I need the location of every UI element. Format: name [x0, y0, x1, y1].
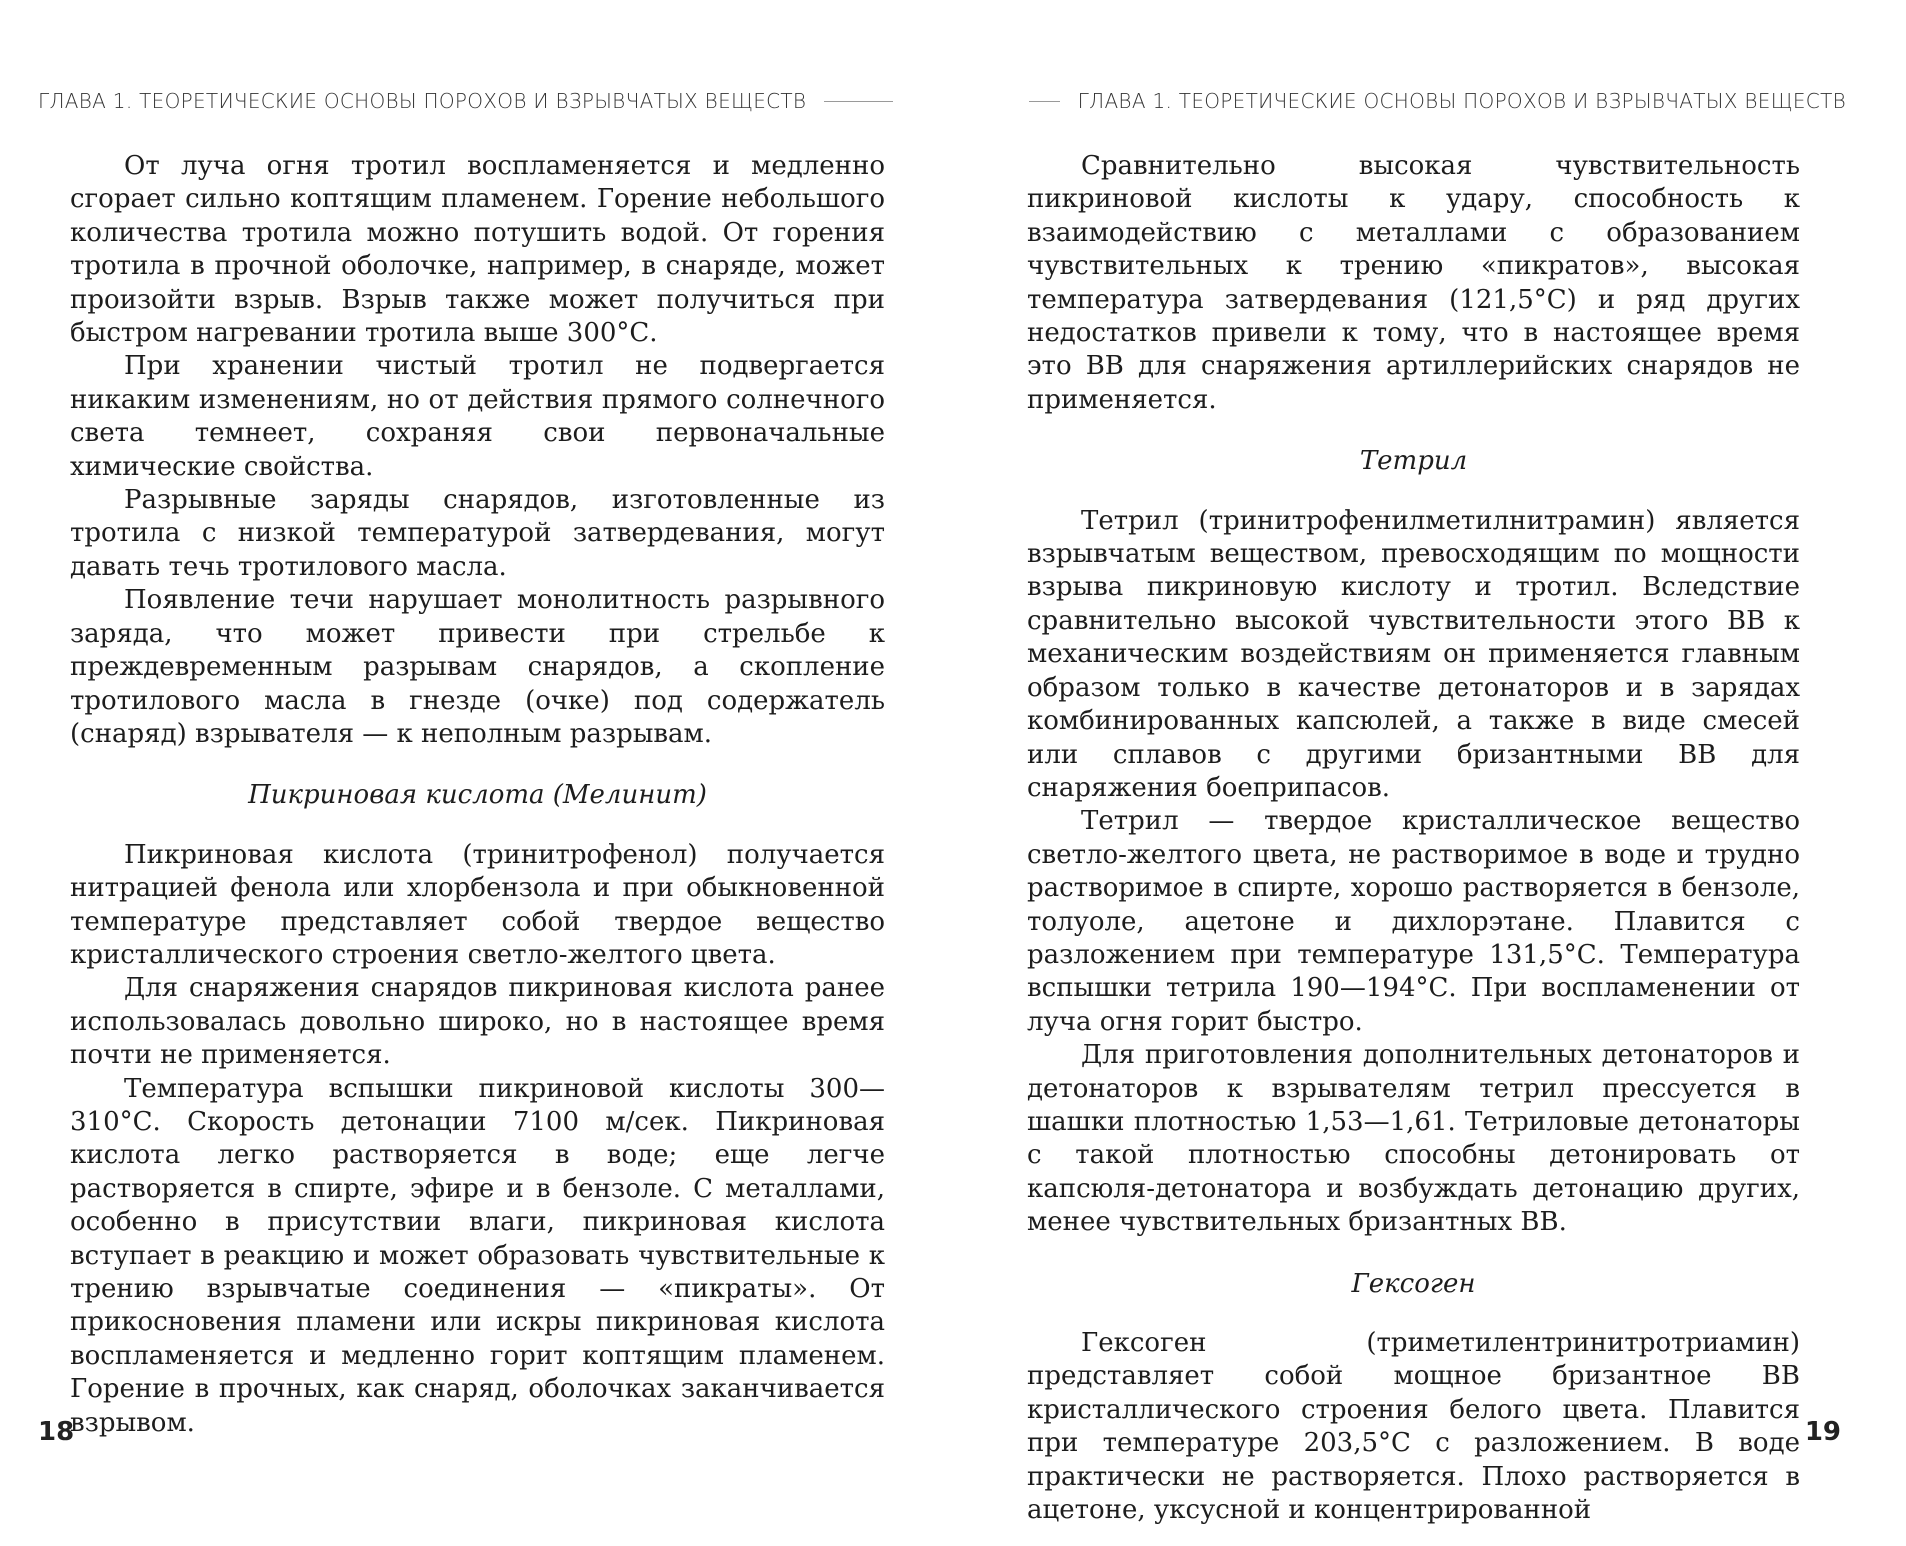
paragraph: Гексоген (триметилентринитротриамин) представляет собой мощное бризантное ВВ кристаллического строения белого цвета. Плавится при температуре 203,5°С с разложением. В воде практически не растворяется. Плохо растворяется в ацетоне, уксусной и концентрированной: [1027, 1328, 1800, 1526]
paragraph: Тетрил (тринитрофенилметилнитрамин) является взрывчатым веществом, превосходящим по мощности взрыва пикриновую кислоту и тротил. Вследствие сравнительно высокой чувствительности этого ВВ к механическим воздействиям он применяется главным образом только в качестве детонаторов и в зарядах комбинированных капсюлей, а также в виде смесей или сплавов с другими бризантными ВВ для снаряжения боеприпасов.: [1027, 505, 1800, 803]
paragraph: От луча огня тротил воспламеняется и медленно сгорает сильно коптящим пламенем. Горение небольшого количества тротила можно потушить водой. От горения тротила в прочной оболочке, например, в снаряде, может произойти взрыв. Взрыв также может получиться при быстром нагревании тротила выше 300°С.: [70, 151, 885, 349]
section-heading: Тетрил: [1359, 446, 1468, 477]
page-number: 18: [38, 1417, 75, 1447]
paragraph: Для снаряжения снарядов пикриновая кислота ранее использовалась довольно широко, но в настоящее время почти не применяется.: [70, 973, 885, 1071]
right-page: [953, 0, 1906, 1546]
paragraph: Пикриновая кислота (тринитрофенол) получается нитрацией фенола или хлорбензола и при обыкновенной температуре представляет собой твердое вещество кристаллического строения светло-желтого цвета.: [70, 839, 885, 970]
paragraph: Для приготовления дополнительных детонаторов и детонаторов к взрывателям тетрил прессуется в шашки плотностью 1,53—1,61. Тетриловые детонаторы с такой плотностью способны детонировать от капсюля-детонатора и возбуждать детонацию других, менее чувствительных бризантных ВВ.: [1027, 1040, 1800, 1238]
paragraph: Разрывные заряды снарядов, изготовленные из тротила с низкой температурой затвердевания, могут давать течь тротилового масла.: [70, 485, 885, 582]
section-heading: Гексоген: [1351, 1268, 1476, 1299]
paragraph: При хранении чистый тротил не подвергается никаким изменениям, но от действия прямого солнечного света темнеет, сохраняя свои первоначальные химические свойства.: [70, 351, 885, 482]
right-body: [1027, 150, 1800, 1527]
section-heading: Пикриновая кислота (Мелинит): [248, 780, 707, 811]
page-number: 19: [1804, 1417, 1841, 1447]
paragraph: Температура вспышки пикриновой кислоты 300—310°С. Скорость детонации 7100 м/сек. Пикриновая кислота легко растворяется в воде; еще легче растворяется в спирте, эфире и в бензоле. С металлами, особенно в присутствии влаги, пикриновая кислота вступает в реакцию и может образовать чувствительные к трению взрывчатые соединения — «пикраты». От прикосновения пламени или искры пикриновая кислота воспламеняется и медленно горит коптящим пламенем. Горение в прочных, как снаряд, оболочках заканчивается взрывом.: [70, 1073, 885, 1438]
left-body: [70, 150, 885, 1440]
running-header: [1029, 86, 1846, 116]
header-rule: [824, 101, 893, 102]
paragraph: Появление течи нарушает монолитность разрывного заряда, что может привести при стрельбе к преждевременным разрывам снарядов, а скопление тротилового масла в гнезде (очке) под содержатель (снаряд) взрывателя — к неполным разрывам.: [70, 585, 885, 749]
header-rule: [1029, 101, 1060, 102]
running-header-text: ГЛАВА 1. ТЕОРЕТИЧЕСКИЕ ОСНОВЫ ПОРОХОВ И ВЗРЫВЧАТЫХ ВЕЩЕСТВ: [1077, 89, 1846, 113]
paragraph: Сравнительно высокая чувствительность пикриновой кислоты к удару, способность к взаимодействию с металлами с образованием чувствительных к трению «пикратов», высокая температура затвердевания (121,5°С) и ряд других недостатков привели к тому, что в настоящее время это ВВ для снаряжения артиллерийских снарядов не применяется.: [1027, 151, 1800, 415]
running-header-text: ГЛАВА 1. ТЕОРЕТИЧЕСКИЕ ОСНОВЫ ПОРОХОВ И ВЗРЫВЧАТЫХ ВЕЩЕСТВ: [38, 89, 807, 113]
paragraph: Тетрил — твердое кристаллическое вещество светло-желтого цвета, не растворимое в воде и трудно растворимое в спирте, хорошо растворяется в бензоле, толуоле, ацетоне и дихлорэтане. Плавится с разложением при температуре 131,5°С. Температура вспышки тетрила 190—194°С. При воспламенении от луча огня горит быстро.: [1027, 806, 1800, 1037]
running-header: [38, 86, 893, 116]
